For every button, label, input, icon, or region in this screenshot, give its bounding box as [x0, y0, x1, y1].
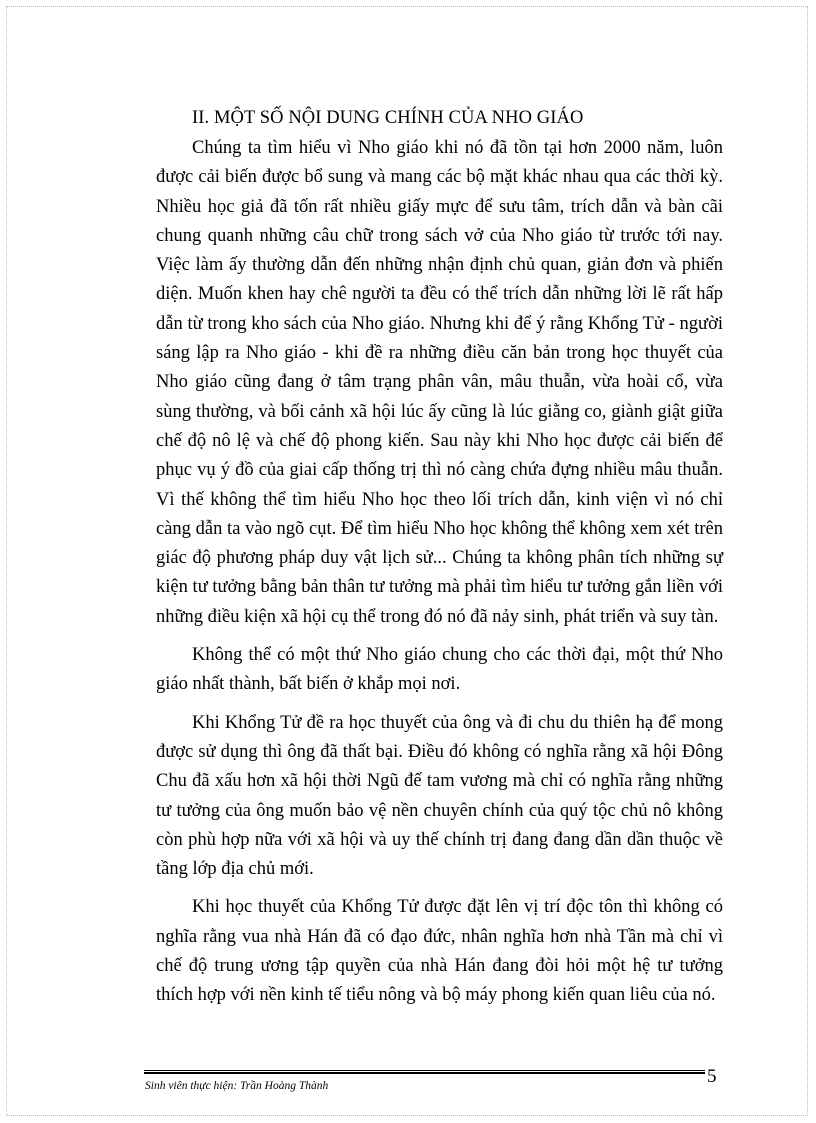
paragraph-1: Chúng ta tìm hiểu vì Nho giáo khi nó đã tồn tại hơn 2000 năm, luôn được cải biến được bổ sung và mang các bộ mặt khác nhau qua các thời kỳ. Nhiều học giả đã tốn rất nhiều giấy mực để sưu tâm, trích dẫn và bàn cãi chung quanh những câu chữ trong sách vở của Nho giáo từ trước tới nay. Việc làm ấy thường dẫn đến những nhận định chủ quan, giản đơn và phiến diện. Muốn khen hay chê người ta đều có thể trích dẫn những lời lẽ rất hấp dẫn từ trong kho sách của Nho giáo. Nhưng khi để ý rằng Khổng Tử - người sáng lập ra Nho giáo - khi đề ra những điều căn bản trong học thuyết của Nho giáo cũng đang ở tâm trạng phân vân, mâu thuẫn, vừa hoài cổ, vừa sùng thường, và bối cảnh xã hội lúc ấy cũng là lúc giằng co, giành giật giữa chế độ nô lệ và chế độ phong kiến. Sau này khi Nho học được cải biến để phục vụ ý đồ của giai cấp thống trị thì nó càng chứa đựng nhiều mâu thuẫn. Vì thế không thể tìm hiểu Nho học theo lối trích dẫn, kinh viện vì nó chỉ càng dẫn ta vào ngõ cụt. Để tìm hiểu Nho học không thể không xem xét trên giác độ phương pháp duy vật lịch sử... Chúng ta không phân tích những sự kiện tư tưởng bằng bản thân tư tưởng mà phải tìm hiểu tư tưởng gắn liền với những điều kiện xã hội cụ thể trong đó nó đã nảy sinh, phát triển và suy tàn. [156, 138, 723, 627]
paragraph-2: Không thể có một thứ Nho giáo chung cho các thời đại, một thứ Nho giáo nhất thành, bất biến ở khắp mọi nơi. [156, 645, 723, 695]
paragraph-3: Khi Khổng Tử đề ra học thuyết của ông và đi chu du thiên hạ để mong được sử dụng thì ông đã thất bại. Điều đó không có nghĩa rằng xã hội Đông Chu đã xấu hơn xã hội thời Ngũ đế tam vương mà chỉ có nghĩa rằng những tư tưởng của ông muốn bảo vệ nền chuyên chính của quý tộc chủ nô không còn phù hợp nữa với xã hội và uy thế chính trị đang đang dần dần thuộc về tầng lớp địa chủ mới. [156, 712, 723, 880]
document-body [156, 102, 723, 1020]
section-heading: II. MỘT SỐ NỘI DUNG CHÍNH CỦA NHO GIÁO [192, 108, 584, 128]
paragraph-4: Khi học thuyết của Khổng Tử được đặt lên vị trí độc tôn thì không có nghĩa rằng vua nhà Hán đã có đạo đức, nhân nghĩa hơn nhà Tần mà chỉ vì chế độ trung ương tập quyền của nhà Hán đang đòi hỏi một hệ tư tưởng thích hợp với nền kinh tế tiểu nông và bộ máy phong kiến quan liêu của nó. [156, 897, 723, 1006]
footer-rule [144, 1070, 705, 1074]
page-number: 5 [707, 1066, 717, 1087]
footer-author: Sinh viên thực hiện: Trần Hoàng Thành [145, 1080, 329, 1092]
